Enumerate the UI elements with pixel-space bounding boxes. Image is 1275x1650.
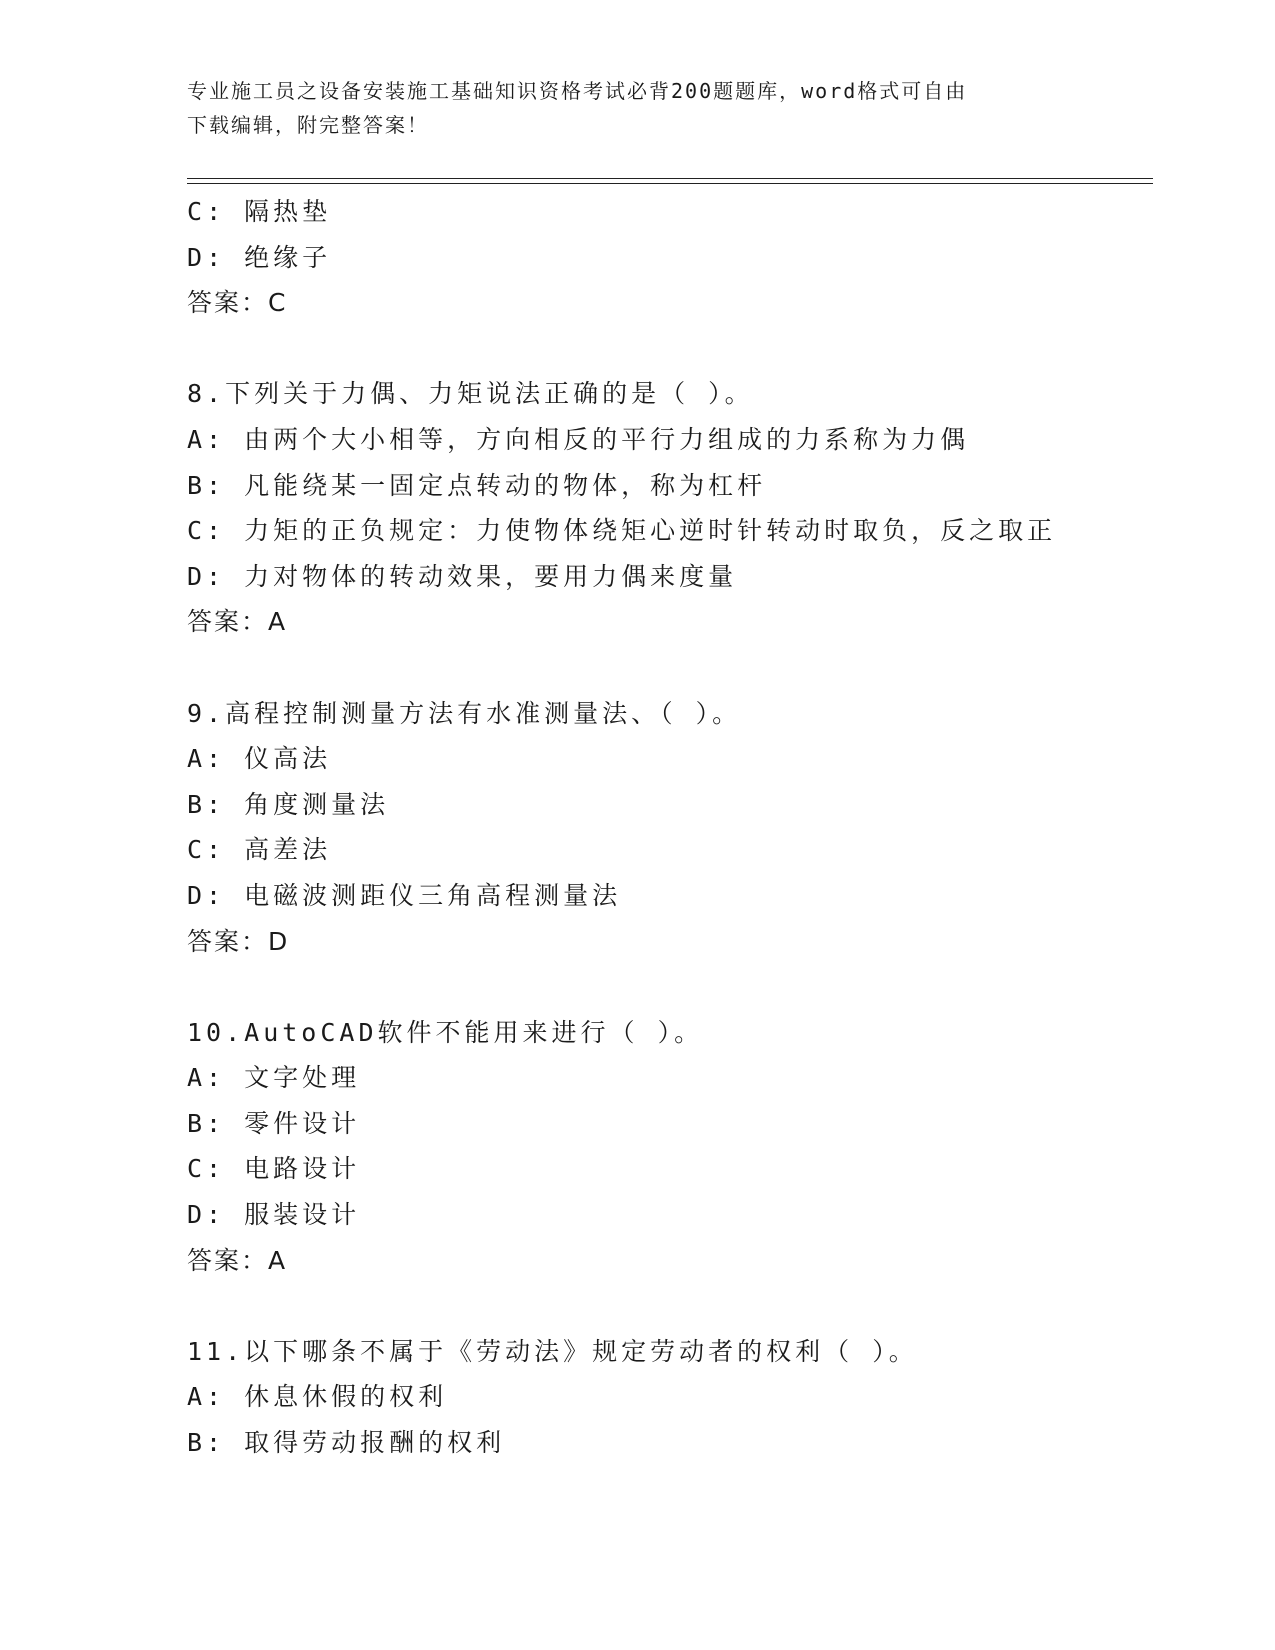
question-list <box>187 189 1153 1466</box>
option-c: C: 力矩的正负规定：力使物体绕矩心逆时针转动时取负，反之取正 <box>187 516 1057 546</box>
option-d: D: 力对物体的转动效果，要用力偶来度量 <box>187 561 738 591</box>
question-block-9 <box>187 691 1153 965</box>
answer-line <box>187 919 1153 965</box>
option-a: A: 仪高法 <box>187 744 332 774</box>
spacer <box>187 326 1153 372</box>
answer-label: 答案： <box>187 1245 269 1275</box>
option-a: A: 休息休假的权利 <box>187 1382 448 1412</box>
option-text: 绝缘子 <box>244 242 332 272</box>
option-c: C: 电路设计 <box>187 1154 361 1184</box>
option-b: B: 角度测量法 <box>187 789 390 819</box>
option-b: B: 取得劳动报酬的权利 <box>187 1428 506 1458</box>
answer-line <box>187 280 1153 326</box>
option-letter: D <box>187 242 207 272</box>
option-d: D: 电磁波测距仪三角高程测量法 <box>187 880 622 910</box>
header-title-line-2: 下载编辑，附完整答案！ <box>187 113 429 137</box>
question-stem: 10.AutoCAD软件不能用来进行（ ）。 <box>187 1017 704 1047</box>
option-b: B: 凡能绕某一固定点转动的物体，称为杠杆 <box>187 470 767 500</box>
answer-label: 答案： <box>187 926 269 956</box>
option-d: D: 绝缘子 <box>187 242 332 272</box>
header-rule-thick <box>187 183 1153 184</box>
answer-label: 答案： <box>187 607 269 637</box>
option-b: B: 零件设计 <box>187 1108 361 1138</box>
option-a: A: 文字处理 <box>187 1063 361 1093</box>
option-letter: C <box>187 197 207 226</box>
answer-value: A <box>268 607 288 637</box>
answer-line <box>187 599 1153 645</box>
option-a: A: 由两个大小相等，方向相反的平行力组成的力系称为力偶 <box>187 424 970 454</box>
question-stem: 8.下列关于力偶、力矩说法正确的是（ ）。 <box>187 379 754 409</box>
answer-value: C <box>268 288 288 318</box>
question-block-8 <box>187 371 1153 645</box>
question-stem: 9.高程控制测量方法有水准测量法、（ ）。 <box>187 698 742 728</box>
answer-value: A <box>268 1245 288 1275</box>
question-block-11 <box>187 1329 1153 1466</box>
option-c: C: 隔热垫 <box>187 197 332 226</box>
question-stem: 11.以下哪条不属于《劳动法》规定劳动者的权利（ ）。 <box>187 1336 918 1366</box>
question-block-10 <box>187 1010 1153 1284</box>
header-title-line-1: 专业施工员之设备安装施工基础知识资格考试必背200题题库，word格式可自由 <box>187 79 968 103</box>
spacer <box>187 645 1153 691</box>
spacer <box>187 964 1153 1010</box>
option-c: C: 高差法 <box>187 835 332 865</box>
answer-line <box>187 1238 1153 1284</box>
previous-question-block <box>187 189 1153 326</box>
answer-value: D <box>268 926 290 956</box>
document-header <box>187 74 1087 142</box>
option-text: 隔热垫 <box>244 197 332 226</box>
option-d: D: 服装设计 <box>187 1200 361 1230</box>
header-rule-thin <box>187 178 1153 179</box>
spacer <box>187 1283 1153 1329</box>
answer-label: 答案： <box>187 288 269 318</box>
